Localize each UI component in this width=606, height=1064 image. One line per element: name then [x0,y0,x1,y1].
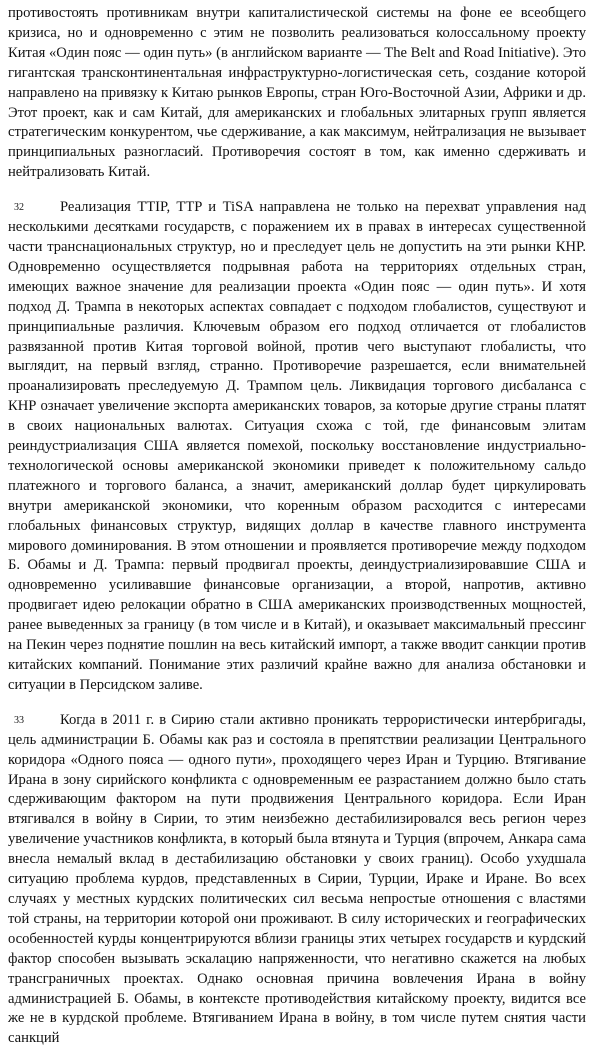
paragraph-number: 32 [14,202,24,214]
paragraph-text: Реализация TTIP, TTP и TiSA направлена не только на перехват управления над несколькими десятками государств, с поражением их в правах в интересах существенной части транснациональных структур, но и преследует цель не допустить на эти рынки КНР. Одновременно осуществляется подрывная работа на территориях отдельных стран, имеющих важное значение для реализации проекта «Один пояс — один путь». И хотя подход Д. Трампа в некоторых аспектах совпадает с подходом глобалистов, существуют и принципиальные различия. Ключевым образом его подход отличается от глобалистов развязанной против Китая торговой войной, против чего выступают глобалисты, что выглядит, на первый взгляд, странно. Противоречие разрешается, если внимательней проанализировать преследуемую Д. Трампом цель. Ликвидация торгового дисбаланса с КНР означает увеличение экспорта американских товаров, за которые другие страны платят в своих национальных валютах. Ситуация схожа с той, где финансовым элитам реиндустриализация США является помехой, поскольку восстановление индустриально-технологической основы американской экономики приведет к положительному сальдо платежного и торгового баланса, а значит, американский доллар будет циркулировать внутри американской экономики, что коренным образом расходится с интересами глобальных финансовых структур, видящих доллар в качестве главного инструмента мирового доминирования. В этом отношении и проявляется противоречие между подходом Б. Обамы и Д. Трампа: первый продвигал проекты, деиндустриализировавшие США и одновременно усиливавшие финансовые организации, а второй, напротив, активно продвигает идею релокации обратно в США американских производственных мощностей, ранее выведенных за границу (в том числе и в Китай), и оказывает максимальный прессинг на Пекин через поднятие пошлин на весь китайский импорт, а также вводит санкции против китайских компаний. Понимание этих различий крайне важно для анализа обстановки и ситуации в Персидском заливе. [8,199,586,693]
paragraph-33 [8,711,586,1049]
paragraph-text: Когда в 2011 г. в Сирию стали активно проникать террористически интербригады, цель администрации Б. Обамы как раз и состояла в препятствии реализации Центрального коридора «Одного пояса — одного пути», проходящего через Иран и Турцию. Втягивание Ирана в зону сирийского конфликта с одновременным ее разрастанием должно было стать сдерживающим фактором на пути продвижения Центрального коридора. Если Иран втягивался в войну в Сирии, то этим неизбежно дестабилизировался весь регион через увеличение участников конфликта, в который была втянута и Турция (впрочем, Анкара сама внесла немалый вклад в дестабилизацию обстановки у своих границ). Особо ухудшала ситуацию проблема курдов, представленных в Сирии, Турции, Ираке и Иране. Во всех случаях у местных курдских политических сил весьма непростые отношения с властями той страны, на территории которой они проживают. В силу исторических и географических особенностей курды концентрируются вблизи границы этих четырех государств и курдский фактор способен вызывать эскалацию напряженности, что негативно скажется на любых трансграничных проектах. Однако основная причина вовлечения Ирана в войну администрацией Б. Обамы, в контексте противодействия китайскому проекту, видится все же не в курдской проблеме. Втягиванием Ирана в войну, в том числе путем снятия части санкций [8,711,586,1047]
paragraph-31-continuation [8,4,586,183]
paragraph-text: противостоять противникам внутри капиталистической системы на фоне ее всеобщего кризиса, но и одновременно с этим не позволить реализоваться колоссальному проекту Китая «Один пояс — один путь» (в английском варианте — The Belt and Road Initiative). Это гигантская трансконтинентальная инфраструктурно-логистическая сеть, создание которой направлено на привязку к Китаю рынков Европы, стран Юго-Восточной Азии, Африки и др. Этот проект, как и сам Китай, для американских и глобальных элитарных групп является стратегическим конкурентом, чье сдерживание, а как максимум, нейтрализация не вызывает принципиальных разногласий. Противоречия состоят в том, как именно сдерживать и нейтрализовать Китай. [8,5,586,181]
paragraph-32 [8,198,586,696]
document-page [8,4,586,1064]
paragraph-number: 33 [14,714,24,726]
